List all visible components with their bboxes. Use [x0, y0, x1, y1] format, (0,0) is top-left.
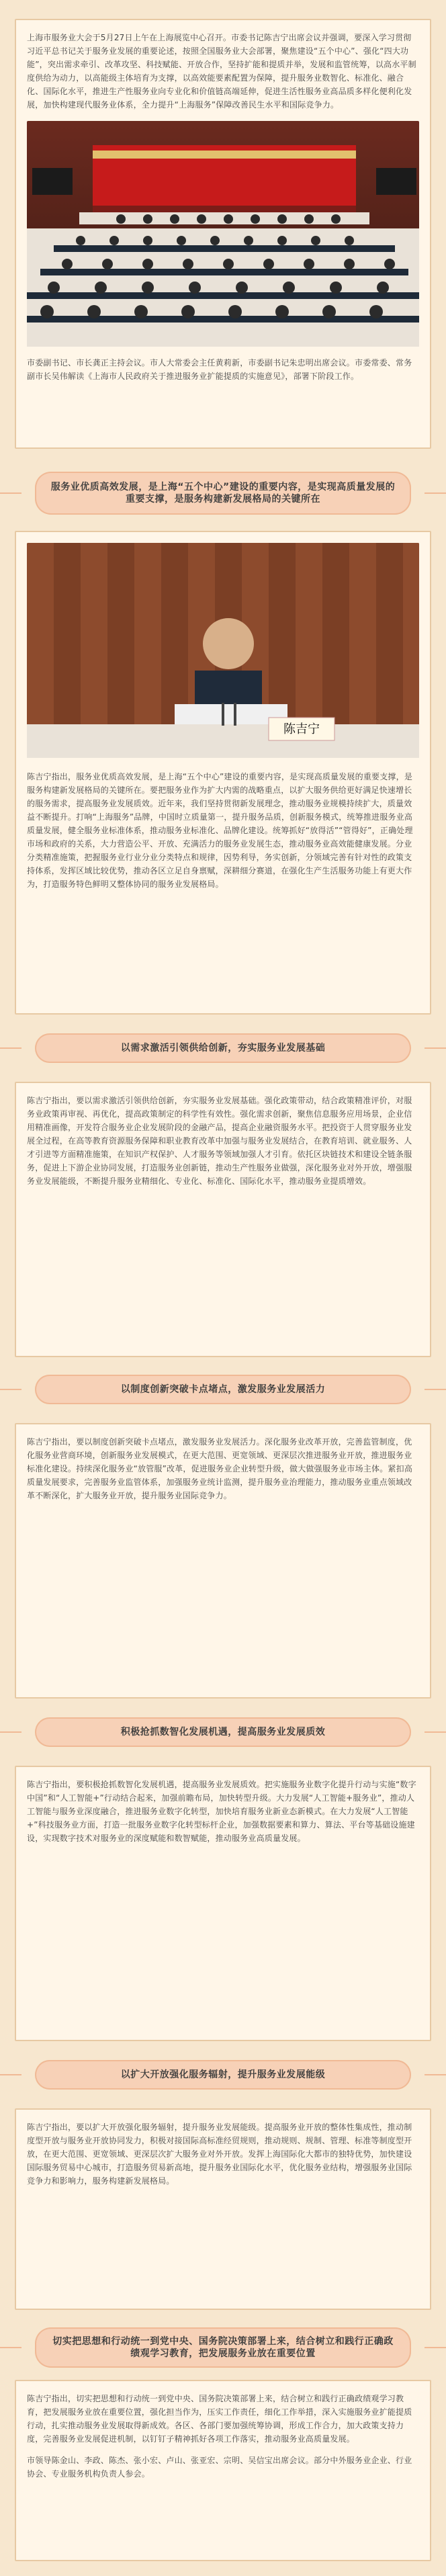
section-banner-6 [15, 2322, 431, 2373]
meeting-photo [27, 121, 419, 349]
intro-card [15, 19, 431, 449]
banner-text-1: 服务业优质高效发展，是上海“五个中心”建设的重要内容，是实现高质量发展的重要支撑，是服务构建新发展格局的关键所在 [50, 482, 396, 505]
section-banner-3 [15, 1368, 431, 1411]
banner-text-6: 切实把思想和行动统一到党中央、国务院决策部署上来，结合树立和践行正确政绩观学习教育，把发展服务业放在重要位置 [52, 2336, 394, 2359]
section-card-5 [15, 2108, 431, 2310]
section-card-6 [15, 2380, 431, 2561]
section-paragraph-6: 陈吉宁指出，切实把思想和行动统一到党中央、国务院决策部署上来，结合树立和践行正确政绩观学习教育，把发展服务业放在重要位置，强化担当作为，压实工作责任，细化工作举措，深入实施服务业扩能提质行动，扎实推动服务业发展取得新成效。各区、各部门要加强统筹协调，形成工作合力，加大政策支持力度，完善服务业发展促进机制，以钉钉子精神抓好各项工作落实，推动服务业高质量发展。 [27, 2394, 412, 2444]
banner-text-3: 以制度创新突破卡点堵点，激发服务业发展活力 [120, 1384, 326, 1395]
speaker-paragraph: 陈吉宁指出，服务业优质高效发展，是上海“五个中心”建设的重要内容，是实现高质量发展的重要支撑，是服务构建新发展格局的关键所在。要把服务业作为扩大内需的战略重点，以扩大服务供给更好满足快速增长的服务需求，提高服务业发展质效。近年来，我们坚持贯彻新发展理念，推动服务业规模持续扩大，质量效益不断提升。打响“上海服务”品牌，中国时立质量第一，提升服务品质，创新服务模式，统筹推进服务业高质量发展，健全服务业标准体系，推动服务业标准化、品牌化建设。统筹抓好“放得活”“管得好”，正确处理市场和政府的关系，大力营造公平、开放、充满活力的服务业发展生态，推动服务业高效能健康发展。分业分类精准施策，把握服务业行业分业分类特点和规律，因势利导，务实创新，分领域完善有针对性的政策支持体系，发挥区域比较优势，推动各区立足自身禀赋，深耕细分赛道，在强化生产生活服务功能上有更大作为，打造服务特色鲜明又整体协同的服务业发展格局。 [27, 772, 413, 889]
photo-caption: 市委副书记、市长龚正主持会议。市人大常委会主任黄莉新，市委副书记朱忠明出席会议。市委常委、常务副市长吴伟解读《上海市人民政府关于推进服务业扩能提质的实施意见》，部署下阶段工作。 [27, 358, 412, 381]
speaker-photo [27, 543, 419, 761]
banner-text-2: 以需求激活引领供给创新，夯实服务业发展基础 [120, 1043, 326, 1054]
speaker-photo-graphic [27, 543, 419, 758]
section-banner-4 [15, 1711, 431, 1754]
section-paragraph-2: 陈吉宁指出，要以需求激活引领供给创新，夯实服务业发展基础。强化政策带动，结合政策精准评价，对服务业政策再审视、再优化，提高政策制定的科学性有效性。强化需求创新，聚焦信息服务应用场景，企业信用精准画像，开发符合服务业企业发展阶段的金融产品，提高企业融资服务水平。把投资于人贯穿服务业发展全过程，在高等教育资源服务保障和职业教育改革中加强与服务业发展结合，在教育培训、就业服务、人才引进等方面精准施策，在知识产权保护、人才服务等领域加强人才引育。依托区块链技术和建设全链条服务，促进上下游企业协同发展，打造服务业创新链，推动生产性服务业做强，深化服务业对外开放，增强服务业发展能级，不断提升服务业精细化、专业化、标准化、国际化水平，推动服务业提质增效。 [27, 1096, 412, 1186]
section-banner-1 [15, 466, 431, 520]
section-paragraph-4: 陈吉宁指出，要积极抢抓数智化发展机遇，提高服务业发展质效。把实施服务业数字化提升行动与实施“数字中国”和“人工智能+”行动结合起来，加强前瞻布局，加快转型升级。大力发展“人工智能+服务业”，推动人工智能与服务业深度融合，推进服务业数字化转型，加快培育服务业新业态新模式。在大力发展“人工智能+”科技服务业方面，打造一批服务业数字化转型标杆企业，加强数据要素和算力、算法、平台等基础设施建设，实现数字技术对服务业的深度赋能和数智赋能，推动服务业高质量发展。 [27, 1780, 416, 1843]
name-plate-text: 陈吉宁 [283, 722, 320, 736]
section-paragraph-5: 陈吉宁指出，要以扩大开放强化服务辐射，提升服务业发展能级。提高服务业开放的整体性集成性，推动制度型开放与服务业开放协同发力，积极对接国际高标准经贸规则，推动规则、规制、管理、标准等制度型开放，在更大范围、更宽领域、更深层次扩大服务业对外开放。发挥上海国际化大都市的独特优势，加快建设国际服务贸易中心城市，打造服务贸易新高地，提升服务业国际化水平，优化服务业结构，增强服务业国际竞争力和影响力，服务构建新发展格局。 [27, 2122, 412, 2186]
section-card-2 [15, 1082, 431, 1357]
meeting-photo-graphic [27, 121, 419, 347]
speaker-card [15, 531, 431, 1015]
banner-text-4: 积极抢抓数智化发展机遇，提高服务业发展质效 [120, 1727, 326, 1737]
section-banner-2 [15, 1027, 431, 1070]
section-card-3 [15, 1423, 431, 1699]
closing-paragraph: 市领导陈金山、李政、陈杰、张小宏、卢山、张亚宏、宗明、吴信宝出席会议。部分中外服务业企业、行业协会、专业服务机构负责人参会。 [27, 2456, 412, 2479]
section-card-4 [15, 1766, 431, 2041]
banner-text-5: 以扩大开放强化服务辐射，提升服务业发展能级 [120, 2069, 326, 2080]
section-banner-5 [15, 2053, 431, 2096]
intro-paragraph: 上海市服务业大会于5月27日上午在上海展览中心召开。市委书记陈吉宁出席会议并强调，要深入学习贯彻习近平总书记关于服务业发展的重要论述，按照全国服务业大会部署，聚焦建设“五个中心”、强化“四大功能”，突出需求牵引、改革攻坚、科技赋能、开放合作，坚持扩能和提质并举，发展和监管统筹，以高水平制度供给为动力，以高能级主体培育为支撑，以高效能要素配置为保障，提升服务业数智化、标准化、融合化、国际化水平，推进生产性服务业向专业化和价值链高端延伸，促进生活性服务业高品质多样化便利化发展，加快构建现代服务业体系，全力提升“上海服务”保障改善民生水平和国际竞争力。 [27, 33, 416, 110]
section-paragraph-3: 陈吉宁指出，要以制度创新突破卡点堵点，激发服务业发展活力。深化服务业改革开放，完善监管制度，优化服务业营商环境，创新服务业发展模式，在更大范围、更宽领域、更深层次推进服务业开放，推进服务业标准化建设。持续深化服务业“放管服”改革，促进服务业企业转型升级，做大做强服务业市场主体。紧扣高质量发展要求，完善服务业监管体系，加强服务业统计监测，提升服务业治理能力，推动服务业重点领域改革不断深化，扩大服务业开放，提升服务业国际竞争力。 [27, 1437, 413, 1500]
